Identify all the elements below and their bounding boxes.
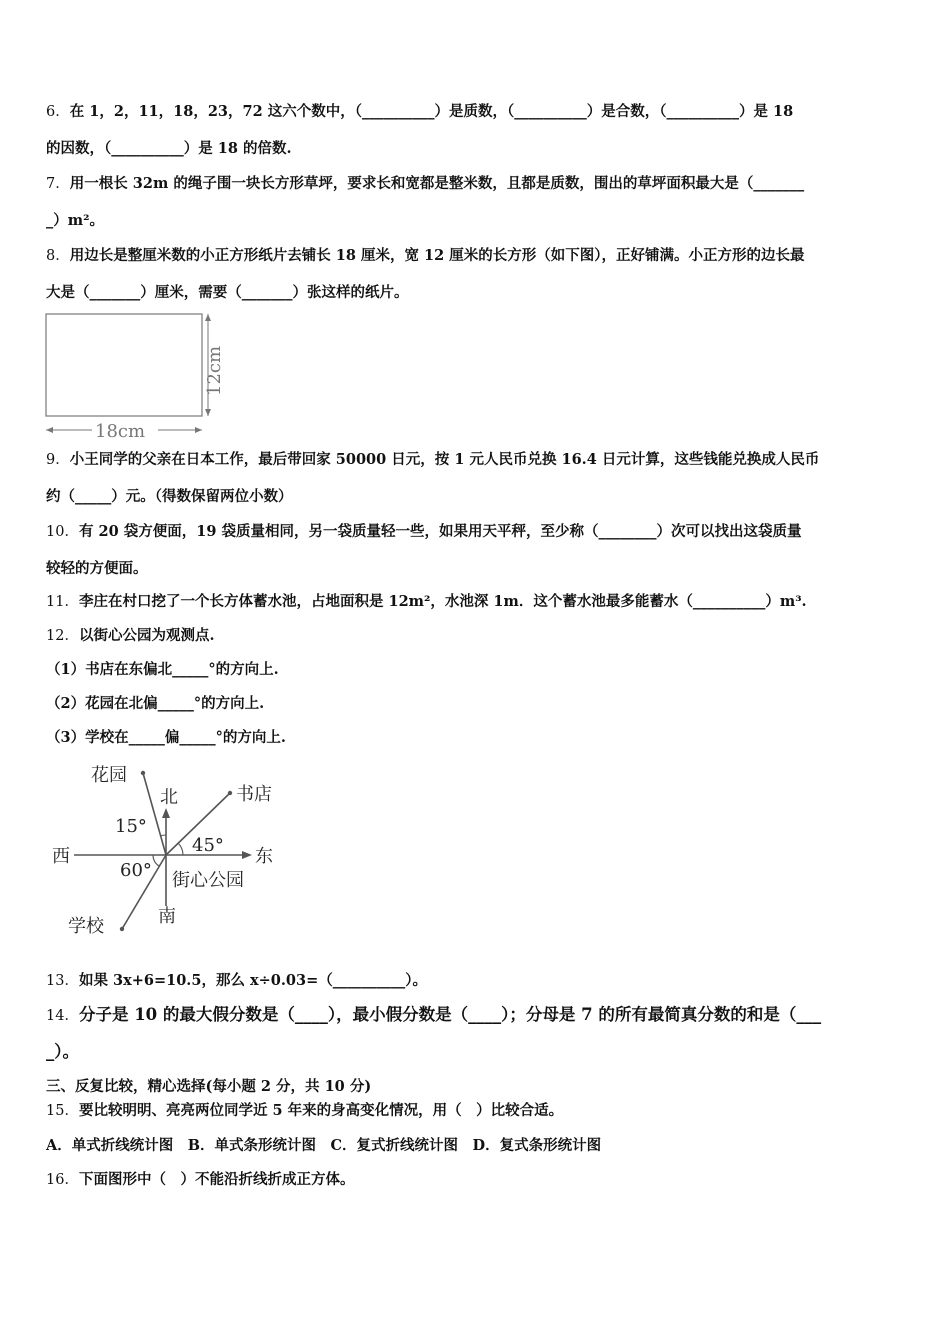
- question-number: 9．: [46, 452, 70, 468]
- question-6-line-2: 的因数，（__________）是 18 的倍数.: [46, 140, 292, 157]
- question-8-line-1: [46, 246, 805, 266]
- label-south: 南: [158, 906, 176, 927]
- question-9-line-1: [46, 450, 819, 470]
- question-7-line-1: [46, 174, 804, 194]
- arrow-up-icon: [205, 314, 211, 321]
- question-10-line-1: [46, 522, 801, 542]
- arrow-down-icon: [205, 409, 211, 416]
- question-text: 下面图形中（ ）不能沿折线折成正方体。: [78, 1171, 355, 1188]
- question-9-line-2: 约（_____）元。（得数保留两位小数）: [46, 488, 293, 505]
- label-angle-15: 15°: [115, 816, 147, 837]
- question-number: 13．: [46, 973, 79, 989]
- question-12-sub-2: （2）花园在北偏_____°的方向上.: [46, 695, 265, 712]
- question-text: 在 1，2，11，18，23，72 这六个数中，（__________）是质数，（__________）是合数，（__________）是 18: [69, 103, 794, 120]
- rectangle-figure: [40, 308, 230, 443]
- question-text: 如果 3x+6=10.5，那么 x÷0.03=（__________）。: [78, 972, 427, 989]
- east-arrow-icon: [242, 851, 252, 859]
- question-number: 14．: [46, 1008, 79, 1024]
- label-school: 学校: [68, 916, 104, 937]
- label-angle-45: 45°: [192, 835, 224, 856]
- label-west: 西: [52, 846, 70, 867]
- question-15-line-1: [46, 1101, 563, 1121]
- height-label: 12cm: [204, 345, 225, 396]
- direction-diagram: [40, 756, 300, 944]
- question-text: 有 20 袋方便面，19 袋质量相同，另一袋质量轻一些，如果用天平秤，至少称（________）次可以找出这袋质量: [78, 523, 802, 540]
- label-garden: 花园: [91, 765, 127, 786]
- north-arrow-icon: [162, 808, 170, 818]
- question-12-sub-1: （1）书店在东偏北_____°的方向上.: [46, 661, 279, 678]
- question-14-line-1: [46, 1005, 821, 1026]
- width-label: 18cm: [95, 421, 146, 442]
- angle-arc-45: [178, 843, 183, 855]
- question-number: 6．: [46, 104, 70, 120]
- question-text: 小王同学的父亲在日本工作，最后带回家 50000 日元，按 1 元人民币兑换 16.4 日元计算，这些钱能兑换成人民币: [69, 451, 820, 468]
- angle-arc-60: [153, 855, 159, 866]
- arrow-left-icon: [46, 427, 53, 433]
- school-point: [120, 927, 124, 931]
- question-12-title: [46, 626, 215, 646]
- question-11-line-1: [46, 592, 807, 612]
- bookstore-point: [228, 791, 232, 795]
- question-text: 用边长是整厘米数的小正方形纸片去铺长 18 厘米，宽 12 厘米的长方形（如下图），正好铺满。小正方形的边长最: [69, 247, 805, 264]
- question-number: 10．: [46, 524, 79, 540]
- question-number: 16．: [46, 1172, 79, 1188]
- question-13-line-1: [46, 971, 427, 991]
- question-number: 8．: [46, 248, 70, 264]
- question-15-options: A．单式折线统计图 B．单式条形统计图 C．复式折线统计图 D．复式条形统计图: [46, 1137, 602, 1154]
- question-7-line-2: _）m²。: [46, 212, 104, 229]
- question-text: 用一根长 32m 的绳子围一块长方形草坪，要求长和宽都是整米数，且都是质数，围出的草坪面积最大是（_______: [69, 175, 805, 192]
- question-text: 要比较明明、亮亮两位同学近 5 年来的身高变化情况，用（ ）比较合适。: [78, 1102, 564, 1119]
- question-14-line-2: _）。: [46, 1042, 79, 1061]
- question-8-line-2: 大是（_______）厘米，需要（_______）张这样的纸片。: [46, 284, 409, 301]
- label-bookstore: 书店: [236, 784, 272, 805]
- question-text: 李庄在村口挖了一个长方体蓄水池，占地面积是 12m²，水池深 1m．这个蓄水池最多能蓄水（__________）m³.: [78, 593, 807, 610]
- question-number: 7．: [46, 176, 70, 192]
- label-north: 北: [160, 787, 178, 808]
- rectangle-shape: [46, 314, 202, 416]
- garden-point: [141, 771, 145, 775]
- question-12-sub-3: （3）学校在_____偏_____°的方向上.: [46, 729, 286, 746]
- arrow-right-icon: [195, 427, 202, 433]
- question-16-line-1: [46, 1170, 354, 1190]
- label-angle-60: 60°: [120, 860, 152, 881]
- label-park: 街心公园: [172, 870, 244, 891]
- question-number: 12．: [46, 628, 79, 644]
- section-3-title: 三、反复比较，精心选择(每小题 2 分，共 10 分): [46, 1078, 372, 1095]
- question-6-line-1: [46, 102, 793, 122]
- label-east: 东: [255, 846, 273, 867]
- question-10-line-2: 较轻的方便面。: [46, 560, 148, 577]
- question-number: 11．: [46, 594, 79, 610]
- question-text: 分子是 10 的最大假分数是（____），最小假分数是（____）；分母是 7 的所有最简真分数的和是（___: [78, 1005, 822, 1024]
- garden-line: [143, 773, 166, 855]
- question-number: 15．: [46, 1103, 79, 1119]
- question-text: 以街心公园为观测点.: [78, 627, 215, 644]
